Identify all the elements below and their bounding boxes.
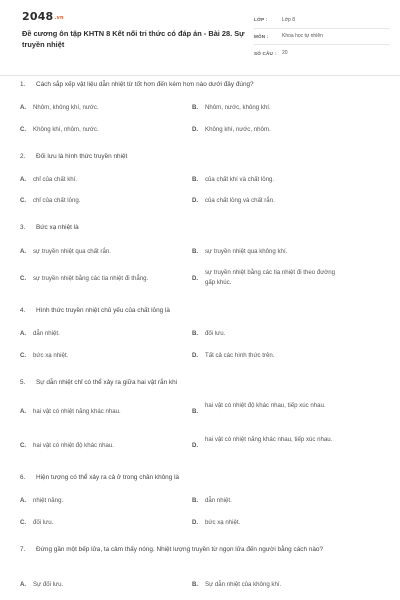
option-letter: D. — [192, 519, 199, 526]
document-header — [0, 0, 400, 76]
option-letter: D. — [192, 352, 199, 359]
question-number: 2. — [20, 153, 26, 160]
option[interactable] — [20, 247, 188, 257]
meta-key: MÔN : — [254, 33, 269, 39]
option-letter: B. — [192, 104, 199, 111]
question — [20, 152, 380, 162]
option-text: Nhôm, không khí, nước. — [33, 104, 99, 111]
option[interactable] — [20, 329, 188, 339]
question-number: 7. — [20, 546, 26, 553]
question-body: Đứng gần một bếp lửa, ta cảm thấy nóng. Nhiệt lượng truyền từ ngọn lửa đến người bằng cách nào? — [36, 546, 324, 553]
option-letter: A. — [20, 408, 27, 415]
option-letter: B. — [192, 581, 199, 588]
option-letter: B. — [192, 408, 199, 415]
option[interactable] — [192, 196, 342, 206]
option-letter: C. — [20, 442, 27, 449]
option[interactable] — [192, 401, 342, 417]
logo-suffix: .vn — [54, 15, 64, 21]
option[interactable] — [20, 441, 188, 451]
meta-row-count — [254, 45, 390, 62]
option-letter: C. — [20, 275, 27, 282]
question-body: Bức xạ nhiệt là — [36, 224, 79, 231]
option-text: bức xạ nhiệt. — [205, 519, 241, 526]
option[interactable] — [20, 496, 188, 506]
option-text: bức xạ nhiệt. — [33, 352, 69, 359]
logo-text: 2048 — [22, 10, 54, 23]
meta-row-class — [254, 12, 390, 29]
option[interactable] — [192, 518, 342, 528]
question-text — [20, 473, 380, 483]
option-letter: A. — [20, 330, 27, 337]
question-body: Hình thức truyền nhiệt chủ yếu của chất lỏng là — [36, 307, 170, 314]
question-number: 1. — [20, 81, 26, 88]
option-text: Không khí, nước, nhôm. — [205, 126, 271, 133]
question-body: Đối lưu là hình thức truyền nhiệt — [36, 153, 128, 160]
option[interactable] — [20, 351, 188, 361]
question — [20, 306, 380, 316]
question — [20, 223, 380, 233]
option-text: hai vật có nhiệt độ khác nhau. — [33, 442, 114, 449]
option-text: Tất cả các hình thức trên. — [205, 352, 275, 359]
question-body: Hiện tượng có thể xảy ra cả ở trong chân không là — [36, 474, 180, 481]
option[interactable] — [20, 580, 188, 590]
option-letter: C. — [20, 519, 27, 526]
option-text: Sự dẫn nhiệt của không khí. — [205, 581, 282, 588]
option-text: sự truyền nhiệt qua không khí. — [205, 248, 288, 255]
question-text — [20, 545, 380, 555]
option-letter: C. — [20, 352, 27, 359]
document-title: Đề cương ôn tập KHTN 8 Kết nối tri thức có đáp án - Bài 28. Sự truyền nhiệt — [22, 29, 245, 49]
question-number: 4. — [20, 307, 26, 314]
option-text: nhiệt năng. — [33, 497, 64, 504]
option-text: Nhôm, nước, không khí. — [205, 104, 271, 111]
option-letter: A. — [20, 581, 27, 588]
option-letter: A. — [20, 176, 27, 183]
meta-row-subject — [254, 29, 390, 46]
option-text: hai vật có nhiệt độ khác nhau, tiếp xúc nhau. — [205, 402, 326, 409]
meta-key: SỐ CÂU : — [254, 50, 277, 56]
option-text: dẫn nhiệt. — [205, 497, 232, 504]
option-text: đối lưu. — [205, 330, 226, 337]
option-text: sự truyền nhiệt bằng các tia nhiệt đi thẳng. — [33, 275, 149, 282]
option-letter: B. — [192, 330, 199, 337]
meta-key: LỚP : — [254, 17, 268, 23]
option[interactable] — [192, 125, 342, 135]
option-text: hai vật có nhiệt năng khác nhau, tiếp xúc nhau. — [205, 436, 333, 443]
question-number: 5. — [20, 379, 26, 386]
question-text — [20, 80, 380, 90]
question-text — [20, 223, 380, 233]
option[interactable] — [20, 196, 188, 206]
option[interactable] — [192, 435, 342, 451]
option-letter: C. — [20, 197, 27, 204]
option-text: sự truyền nhiệt qua chất rắn. — [33, 248, 111, 255]
option-letter: D. — [192, 126, 199, 133]
question-number: 3. — [20, 224, 26, 231]
option-letter: B. — [192, 497, 199, 504]
question — [20, 80, 380, 90]
option-letter: C. — [20, 126, 27, 133]
option-letter: D. — [192, 197, 199, 204]
option-text: dẫn nhiệt. — [33, 330, 60, 337]
option-letter: B. — [192, 176, 199, 183]
meta-value: Khoa học tự nhiên — [282, 33, 323, 40]
question-text — [20, 152, 380, 162]
option[interactable] — [192, 351, 342, 361]
option-letter: A. — [20, 248, 27, 255]
option[interactable] — [192, 175, 342, 185]
option-letter: D. — [192, 442, 199, 449]
option[interactable] — [192, 496, 342, 506]
site-logo[interactable] — [22, 10, 64, 23]
option[interactable] — [20, 274, 188, 284]
option[interactable] — [20, 175, 188, 185]
option-text: chỉ của chất khí. — [33, 176, 78, 183]
option[interactable] — [20, 103, 188, 113]
option[interactable] — [192, 268, 342, 287]
option-text: sự truyền nhiệt bằng các tia nhiệt đi theo đường gấp khúc. — [205, 269, 336, 286]
question — [20, 545, 380, 555]
meta-value: 20 — [282, 50, 288, 57]
option-text: chỉ của chất lỏng. — [33, 197, 81, 204]
document-meta — [254, 12, 390, 62]
question-body: Cách sắp xếp vật liệu dẫn nhiệt từ tốt hơn đến kém hơn nào dưới đây đúng? — [36, 81, 254, 88]
option-text: đối lưu. — [33, 519, 54, 526]
option[interactable] — [20, 407, 188, 417]
option[interactable] — [192, 329, 342, 339]
question-number: 6. — [20, 474, 26, 481]
question — [20, 378, 380, 388]
meta-value: Lớp 8 — [282, 16, 296, 23]
option-letter: D. — [192, 275, 199, 282]
question-text — [20, 306, 380, 316]
option[interactable] — [20, 125, 188, 135]
question-text — [20, 378, 380, 388]
option-text: Không khí, nhôm, nước. — [33, 126, 99, 133]
option-text: hai vật có nhiệt năng khác nhau. — [33, 408, 121, 415]
option[interactable] — [192, 103, 342, 113]
option-letter: A. — [20, 497, 27, 504]
option[interactable] — [192, 580, 342, 590]
option-letter: B. — [192, 248, 199, 255]
option[interactable] — [192, 247, 342, 257]
question-body: Sự dẫn nhiệt chỉ có thể xảy ra giữa hai vật rắn khi — [36, 379, 178, 386]
option[interactable] — [20, 518, 188, 528]
option-text: của chất khí và chất lỏng. — [205, 176, 275, 183]
option-letter: A. — [20, 104, 27, 111]
option-text: Sự đối lưu. — [33, 581, 64, 588]
question — [20, 473, 380, 483]
option-text: của chất lỏng và chất rắn. — [205, 197, 275, 204]
